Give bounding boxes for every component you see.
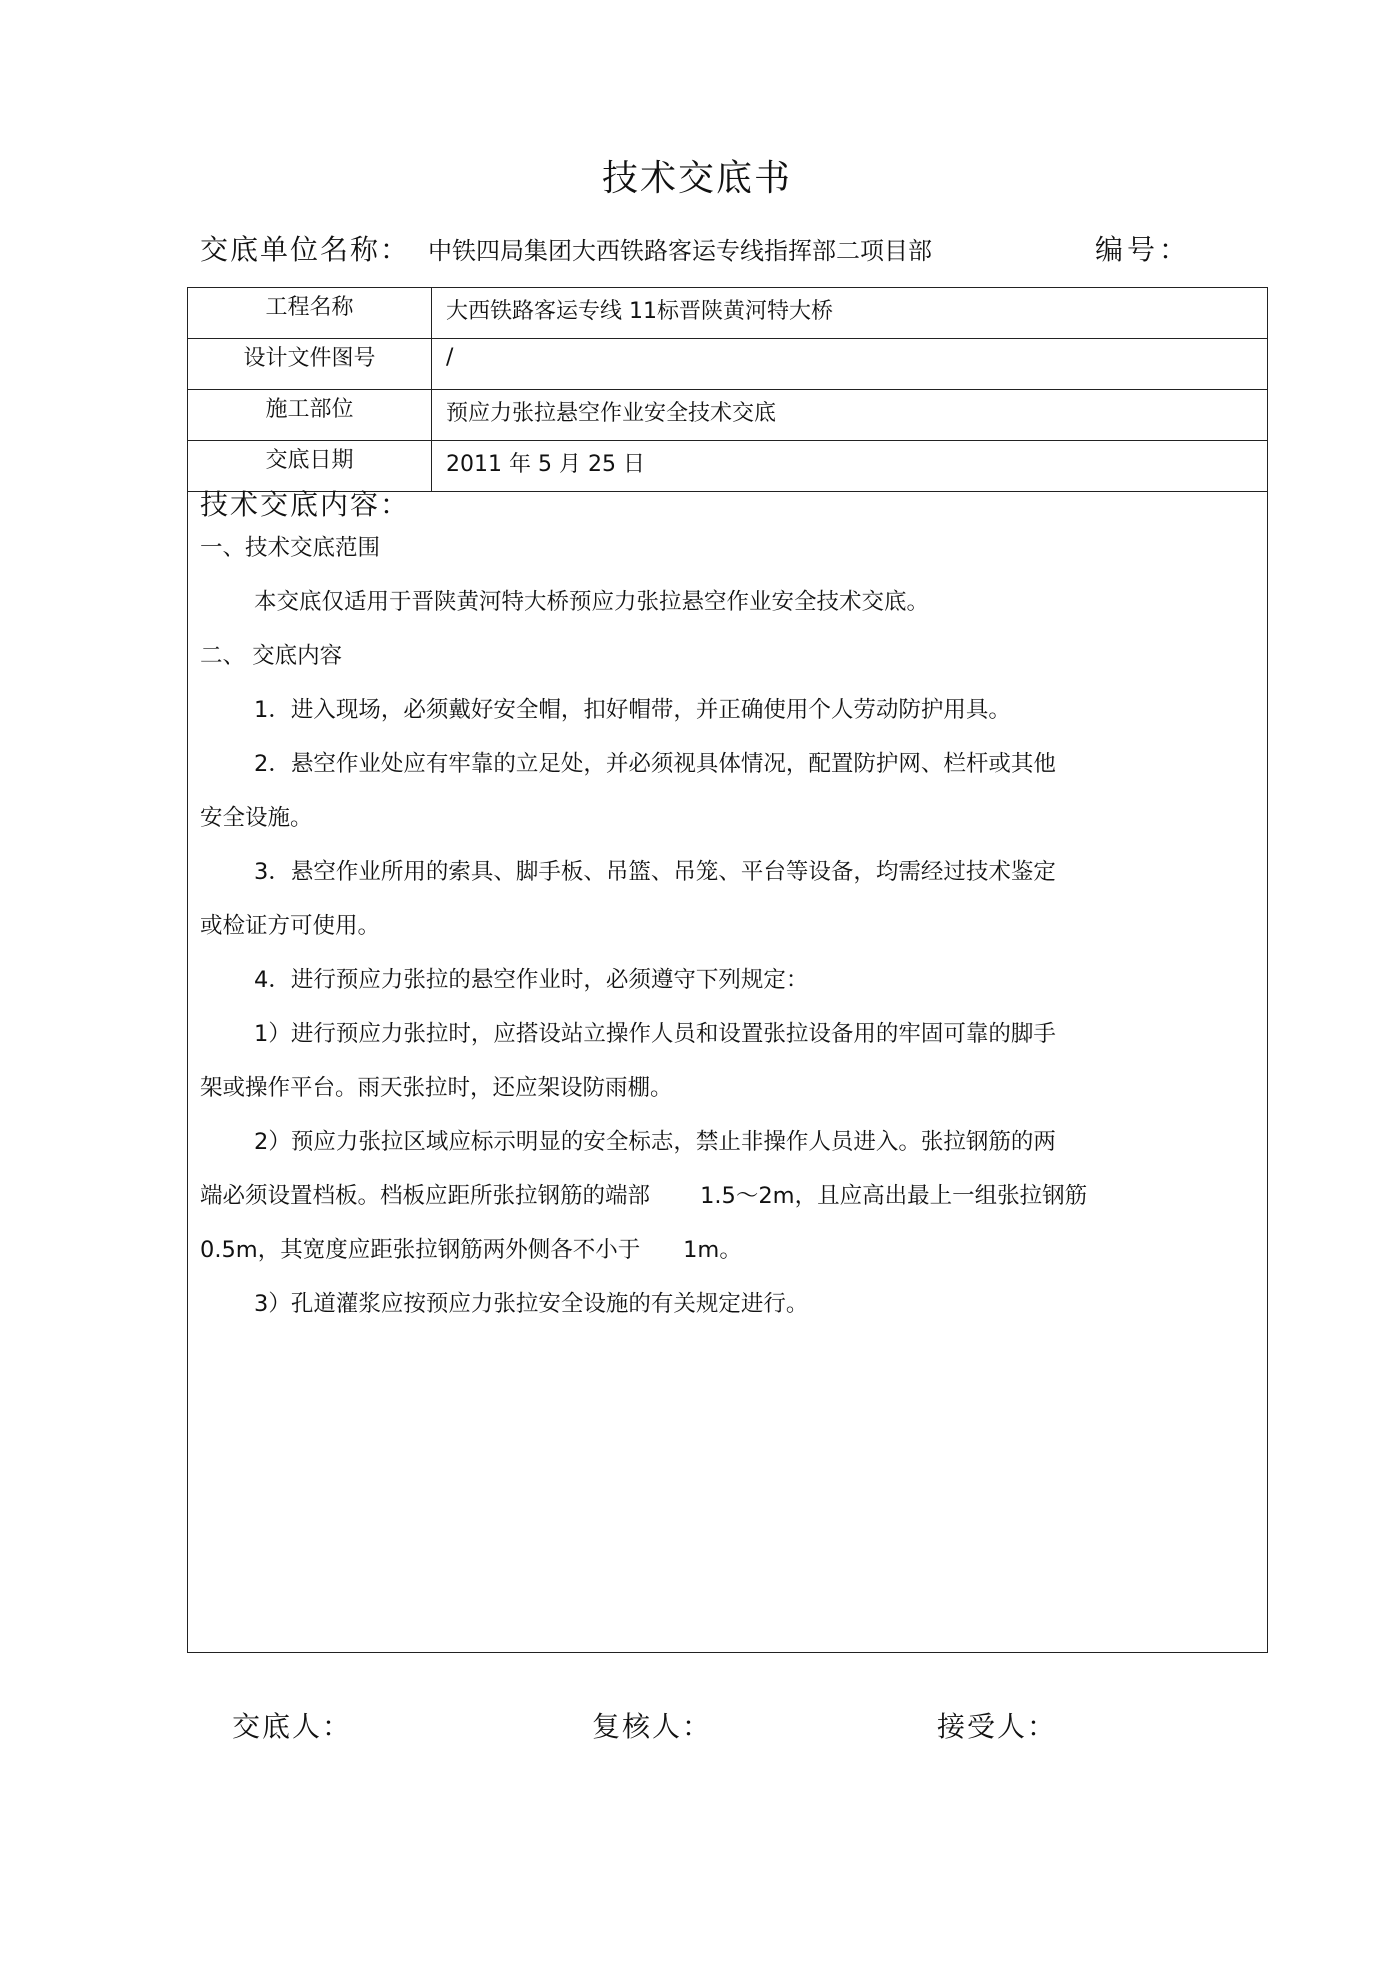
- drawing-number-label: 设计文件图号: [188, 339, 432, 390]
- reviewer-signature-label: 复核人：: [592, 1710, 713, 1743]
- paragraph-line: 1）进行预应力张拉时，应搭设站立操作人员和设置张拉设备用的牢固可靠的脚手: [254, 1021, 1056, 1047]
- paragraph-line: 1．进入现场，必须戴好安全帽，扣好帽带，并正确使用个人劳动防护用具。: [254, 697, 1011, 723]
- paragraph-line: 3）孔道灌浆应按预应力张拉安全设施的有关规定进行。: [254, 1291, 809, 1317]
- receiver-signature-label: 接受人：: [937, 1710, 1058, 1743]
- briefing-date-value: 2011 年 5 月 25 日: [432, 441, 1268, 492]
- project-name-value: 大西铁路客运专线 11标晋陕黄河特大桥: [432, 288, 1268, 339]
- number-label: 编号：: [1095, 233, 1192, 266]
- unit-row: [200, 228, 932, 268]
- info-table: [187, 287, 1268, 492]
- table-row: [188, 390, 1268, 441]
- content-box: [187, 471, 1268, 1653]
- content-heading: 技术交底内容：: [200, 488, 411, 521]
- paragraph-line: 或检证方可使用。: [200, 913, 381, 939]
- paragraph-line: 架或操作平台。雨天张拉时，还应架设防雨棚。: [200, 1075, 673, 1101]
- construction-part-value: 预应力张拉悬空作业安全技术交底: [432, 390, 1268, 441]
- paragraph-line: 本交底仅适用于晋陕黄河特大桥预应力张拉悬空作业安全技术交底。: [254, 589, 930, 615]
- table-row: [188, 339, 1268, 390]
- unit-label: 交底单位名称：: [200, 233, 411, 266]
- submitter-signature-label: 交底人：: [232, 1710, 353, 1743]
- content-body: [200, 535, 1250, 1345]
- drawing-number-value: /: [432, 339, 1268, 390]
- document-title: 技术交底书: [601, 158, 792, 199]
- construction-part-label: 施工部位: [188, 390, 432, 441]
- paragraph-line: 安全设施。: [200, 805, 313, 831]
- table-row: [188, 288, 1268, 339]
- section-heading-content: 二、 交底内容: [200, 643, 343, 669]
- paragraph-line: 2．悬空作业处应有牢靠的立足处，并必须视具体情况，配置防护网、栏杆或其他: [254, 751, 1056, 777]
- paragraph-line: 3．悬空作业所用的索具、脚手板、吊篮、吊笼、平台等设备，均需经过技术鉴定: [254, 859, 1056, 885]
- paragraph-line: 2）预应力张拉区域应标示明显的安全标志，禁止非操作人员进入。张拉钢筋的两: [254, 1129, 1056, 1155]
- paragraph-line: 4．进行预应力张拉的悬空作业时，必须遵守下列规定：: [254, 967, 809, 993]
- briefing-date-label: 交底日期: [188, 441, 432, 492]
- project-name-label: 工程名称: [188, 288, 432, 339]
- paragraph-line: 0.5m，其宽度应距张拉钢筋两外侧各不小于 1m。: [200, 1237, 742, 1263]
- unit-value: 中铁四局集团大西铁路客运专线指挥部二项目部: [428, 237, 933, 265]
- paragraph-line: 端必须设置档板。档板应距所张拉钢筋的端部 1.5～2m，且应高出最上一组张拉钢筋: [200, 1183, 1088, 1209]
- section-heading-scope: 一、技术交底范围: [200, 535, 381, 561]
